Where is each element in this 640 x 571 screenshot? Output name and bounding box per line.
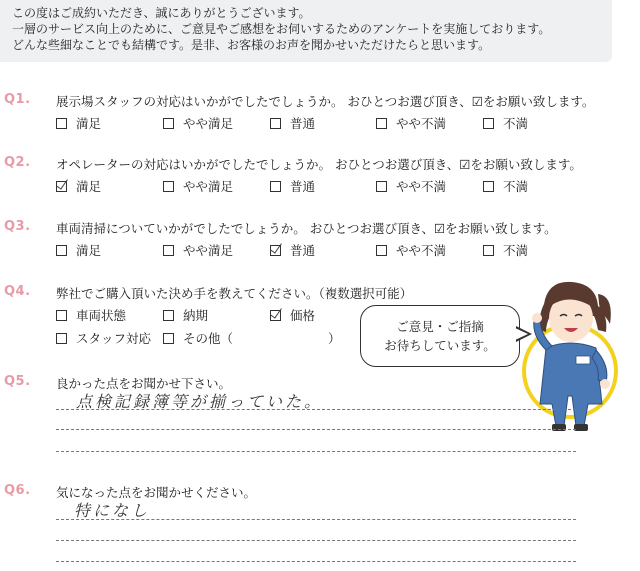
q2-number: Q2. — [4, 155, 31, 170]
q5-answer-line-1 — [56, 409, 576, 410]
q4-checkbox-staff-response[interactable] — [56, 333, 67, 344]
q2-option-dissatisfied[interactable] — [483, 177, 528, 195]
q6-handwritten-answer: 特になし — [74, 501, 151, 520]
q4-option-delivery-time[interactable] — [163, 306, 208, 324]
bubble-line-1: ご意見・ご指摘 — [396, 319, 484, 334]
q4-option-label: スタッフ対応 — [76, 331, 152, 346]
q2-option-label: 普通 — [290, 179, 316, 194]
q1-option-label: 普通 — [290, 116, 316, 131]
q2-option-somewhat-dissatisfied[interactable] — [376, 177, 446, 195]
q3-number: Q3. — [4, 219, 31, 234]
q6-number: Q6. — [4, 483, 31, 498]
q3-option-label: 普通 — [290, 243, 316, 258]
q1-text: 展示場スタッフの対応はいかがでしたでしょうか。 おひとつお選び頂き、☑をお願い致します。 — [56, 94, 595, 109]
q1-option-satisfied[interactable] — [56, 114, 101, 132]
mascot-staff-illustration — [510, 276, 628, 436]
intro-line-2: 一層のサービス向上のために、ご意見やご感想をお伺いするためのアンケートを実施しております。 — [12, 22, 551, 36]
q1-option-neutral[interactable] — [270, 114, 315, 132]
q4-number: Q4. — [4, 284, 31, 299]
q4-other-close-paren: ） — [328, 331, 341, 346]
q3-checkbox-neutral-checked[interactable] — [270, 245, 281, 256]
q4-option-label: その他（ — [183, 331, 234, 346]
q1-number: Q1. — [4, 92, 31, 107]
q4-checkbox-vehicle-condition[interactable] — [56, 310, 67, 321]
q4-checkbox-delivery-time[interactable] — [163, 310, 174, 321]
q5-answer-line-2 — [56, 429, 576, 430]
q6-answer-line-2 — [56, 540, 576, 541]
q1-checkbox-satisfied[interactable] — [56, 118, 67, 129]
q5-handwritten-answer: 点検記録簿等が揃っていた。 — [76, 392, 324, 411]
intro-line-1: この度はご成約いただき、誠にありがとうございます。 — [12, 6, 311, 20]
q3-checkbox-somewhat-satisfied[interactable] — [163, 245, 174, 256]
q2-checkbox-somewhat-satisfied[interactable] — [163, 181, 174, 192]
q1-checkbox-dissatisfied[interactable] — [483, 118, 494, 129]
q6-text: 気になった点をお聞かせください。 — [56, 485, 257, 500]
q1-checkbox-somewhat-satisfied[interactable] — [163, 118, 174, 129]
q4-text: 弊社でご購入頂いた決め手を教えてください。（複数選択可能） — [56, 286, 413, 301]
q5-number: Q5. — [4, 374, 31, 389]
mascot-right-shoe — [574, 424, 588, 431]
q5-text: 良かった点をお聞かせ下さい。 — [56, 376, 232, 391]
q4-option-price[interactable] — [270, 306, 315, 324]
q5-answer-line-3 — [56, 451, 576, 452]
q3-option-neutral[interactable] — [270, 241, 315, 259]
q2-option-label: 不満 — [503, 179, 529, 194]
speech-bubble — [360, 305, 520, 367]
q2-checkbox-dissatisfied[interactable] — [483, 181, 494, 192]
q3-option-somewhat-dissatisfied[interactable] — [376, 241, 446, 259]
q2-option-label: 満足 — [76, 179, 102, 194]
q1-option-label: 満足 — [76, 116, 102, 131]
q4-option-vehicle-condition[interactable] — [56, 306, 126, 324]
q1-checkbox-neutral[interactable] — [270, 118, 281, 129]
q3-option-satisfied[interactable] — [56, 241, 101, 259]
q2-option-label: やや満足 — [183, 179, 234, 194]
q2-option-label: やや不満 — [396, 179, 447, 194]
q4-option-label: 納期 — [183, 308, 209, 323]
q1-option-label: 不満 — [503, 116, 529, 131]
q2-checkbox-neutral[interactable] — [270, 181, 281, 192]
q1-option-dissatisfied[interactable] — [483, 114, 528, 132]
mascot-name-tag — [576, 356, 590, 364]
q3-option-label: やや不満 — [396, 243, 447, 258]
q3-checkbox-somewhat-dissatisfied[interactable] — [376, 245, 387, 256]
q2-checkbox-satisfied-checked[interactable] — [56, 181, 67, 192]
q3-option-dissatisfied[interactable] — [483, 241, 528, 259]
q2-option-neutral[interactable] — [270, 177, 315, 195]
q2-option-satisfied[interactable] — [56, 177, 101, 195]
q1-option-somewhat-dissatisfied[interactable] — [376, 114, 446, 132]
q4-option-label: 価格 — [290, 308, 316, 323]
q3-checkbox-dissatisfied[interactable] — [483, 245, 494, 256]
mascot-hand — [532, 313, 542, 323]
q4-option-label: 車両状態 — [76, 308, 127, 323]
intro-line-3: どんな些細なことでも結構です。是非、お客様のお声を聞かせいただけたらと思います。 — [12, 38, 491, 52]
q1-option-label: やや不満 — [396, 116, 447, 131]
q2-option-somewhat-satisfied[interactable] — [163, 177, 233, 195]
q2-checkbox-somewhat-dissatisfied[interactable] — [376, 181, 387, 192]
intro-text-block — [0, 0, 612, 62]
q2-text: オペレーターの対応はいかがでしたでしょうか。 おひとつお選び頂き、☑をお願い致します。 — [56, 157, 582, 172]
q3-option-label: やや満足 — [183, 243, 234, 258]
q4-checkbox-other[interactable] — [163, 333, 174, 344]
q4-option-staff-response[interactable] — [56, 329, 151, 347]
q6-answer-line-1 — [56, 519, 576, 520]
q1-option-somewhat-satisfied[interactable] — [163, 114, 233, 132]
q4-option-other[interactable] — [163, 329, 233, 347]
q3-option-label: 満足 — [76, 243, 102, 258]
bubble-line-2: お待ちしています。 — [384, 338, 496, 353]
q3-option-label: 不満 — [503, 243, 529, 258]
q1-option-label: やや満足 — [183, 116, 234, 131]
q6-answer-line-3 — [56, 561, 576, 562]
q3-text: 車両清掃についていかがでしたでしょうか。 おひとつお選び頂き、☑をお願い致します。 — [56, 221, 557, 236]
q3-option-somewhat-satisfied[interactable] — [163, 241, 233, 259]
q3-checkbox-satisfied[interactable] — [56, 245, 67, 256]
q1-checkbox-somewhat-dissatisfied[interactable] — [376, 118, 387, 129]
q4-checkbox-price-checked[interactable] — [270, 310, 281, 321]
